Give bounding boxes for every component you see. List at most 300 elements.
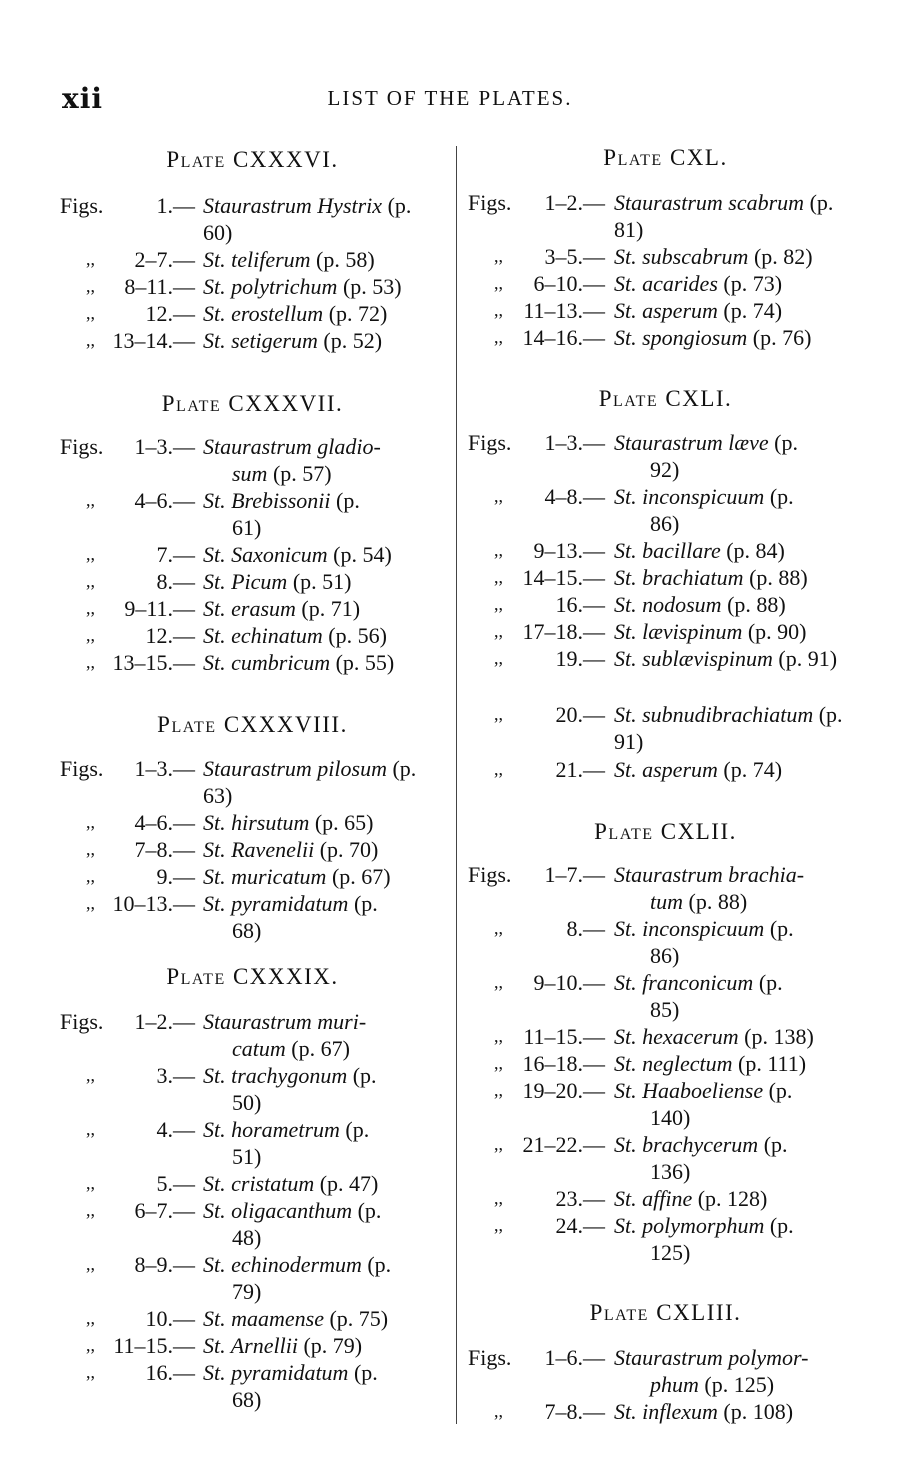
plate-title: Plate CXXXIX.: [166, 964, 339, 989]
species-name: St. pyramidatum: [203, 891, 349, 916]
ditto-mark: ,,: [494, 300, 503, 320]
figure-numbers: 16.—: [145, 1360, 195, 1385]
species-name: St. lævispinum: [614, 619, 743, 644]
entry-continuation: [232, 917, 261, 944]
ditto-mark: ,,: [494, 1215, 503, 1235]
species-entry: [203, 1305, 445, 1332]
species-entry: [203, 1008, 445, 1035]
page-reference: (p. 90): [747, 619, 807, 644]
page-reference-continued: 92): [650, 457, 680, 482]
ditto-mark: ,,: [494, 540, 503, 560]
page-reference: (p.: [367, 1252, 392, 1277]
page-reference: (p. 73): [723, 271, 783, 296]
page-reference: (p.: [353, 1360, 378, 1385]
species-name: St. Haaboeliense: [614, 1078, 764, 1103]
ditto-mark: ,,: [494, 1026, 503, 1046]
figure-numbers: 7–8.—: [134, 837, 195, 862]
figure-numbers: 16.—: [555, 592, 605, 617]
figure-numbers: 14–15.—: [522, 565, 605, 590]
species-name: St. pyramidatum: [203, 1360, 349, 1385]
figure-numbers: 6–10.—: [533, 271, 605, 296]
species-name: St. subscabrum: [614, 244, 749, 269]
species-name: St. neglectum: [614, 1051, 733, 1076]
species-name: St. Ravenelii: [203, 837, 315, 862]
figure-numbers: 8–9.—: [134, 1252, 195, 1277]
page-reference-continued: 68): [232, 918, 262, 943]
figure-numbers: 19.—: [555, 646, 605, 671]
ditto-mark: ,,: [86, 598, 95, 618]
species-name: St. acarides: [614, 271, 718, 296]
figure-numbers: 13–15.—: [112, 650, 195, 675]
species-name: St. nodosum: [614, 592, 722, 617]
page-reference: (p. 51): [292, 569, 352, 594]
species-name: St. hexacerum: [614, 1024, 739, 1049]
species-name: St. hirsutum: [203, 810, 310, 835]
figure-numbers: 19–20.—: [522, 1078, 605, 1103]
figure-numbers: 1.—: [156, 193, 195, 218]
ditto-mark: ,,: [86, 1173, 95, 1193]
figure-numbers: 7.—: [156, 542, 195, 567]
figure-numbers: 1–3.—: [544, 430, 605, 455]
ditto-mark: ,,: [86, 249, 95, 269]
page-reference: (p. 91): [778, 646, 838, 671]
page-reference: (p. 47): [319, 1171, 379, 1196]
species-entry: [203, 836, 445, 863]
page-reference-continued: 48): [232, 1225, 262, 1250]
ditto-mark: ,,: [86, 812, 95, 832]
species-entry: [614, 618, 863, 645]
page-reference: (p. 88): [727, 592, 786, 617]
species-entry: [203, 595, 445, 622]
entry-continuation: [232, 1143, 261, 1170]
species-entry: [614, 756, 863, 783]
ditto-mark: ,,: [494, 1134, 503, 1154]
species-entry: [203, 1116, 445, 1143]
page-reference-continued: 51): [232, 1144, 262, 1169]
species-entry: [203, 327, 445, 354]
page-reference: (p. 67): [291, 1036, 350, 1061]
figure-numbers: 17–18.—: [522, 619, 605, 644]
species-entry: [614, 537, 863, 564]
page-reference-continued: 125): [650, 1240, 691, 1265]
species-name: St. erostellum: [203, 301, 324, 326]
page-reference: (p.: [336, 488, 360, 513]
species-name: St. inflexum: [614, 1399, 718, 1424]
entry-continuation: [232, 1224, 261, 1251]
page-reference-continued: 79): [232, 1279, 262, 1304]
entry-continuation: [232, 1089, 261, 1116]
species-name: St. subnudibrachiatum: [614, 702, 814, 727]
species-name-continued: catum: [232, 1036, 286, 1061]
species-entry: [203, 1062, 445, 1089]
page-reference: (p. 74): [723, 757, 783, 782]
species-entry: [614, 1131, 863, 1158]
page-reference: (p. 71): [301, 596, 361, 621]
species-entry: [614, 324, 863, 351]
figure-numbers: 12.—: [145, 623, 195, 648]
ditto-mark: ,,: [86, 652, 95, 672]
species-entry: [203, 1332, 445, 1359]
ditto-mark: ,,: [86, 1335, 95, 1355]
ditto-mark: ,,: [86, 1308, 95, 1328]
entry-continuation: [650, 888, 747, 915]
figure-numbers: 2–7.—: [134, 247, 195, 272]
page-reference: (p. 67): [331, 864, 391, 889]
page-reference: (p.: [357, 1198, 382, 1223]
species-name: Staurastrum læve: [614, 430, 769, 455]
page-reference: (p. 138): [744, 1024, 814, 1049]
species-entry: [203, 622, 445, 649]
species-entry: [203, 863, 445, 890]
page-reference-continued: 86): [650, 511, 680, 536]
species-name: St. franconicum: [614, 970, 754, 995]
page-reference-continued: 136): [650, 1159, 691, 1184]
page-reference: (p. 79): [303, 1333, 363, 1358]
figs-label: Figs.: [468, 1345, 512, 1370]
page-reference: (p.: [774, 430, 798, 455]
species-name: St. echinatum: [203, 623, 323, 648]
species-name: Staurastrum gladio-: [203, 434, 381, 459]
species-entry: [203, 433, 445, 460]
page-reference-continued: 86): [650, 943, 680, 968]
species-entry: [203, 1197, 445, 1224]
ditto-mark: ,,: [494, 972, 503, 992]
figure-numbers: 7–8.—: [544, 1399, 605, 1424]
species-name: St. inconspicuum: [614, 484, 765, 509]
species-entry: [203, 541, 445, 568]
page-reference: (p. 72): [328, 301, 388, 326]
page-reference: (p. 54): [333, 542, 392, 567]
page-reference: (p.: [769, 916, 794, 941]
figure-numbers: 9–10.—: [533, 970, 605, 995]
figure-numbers: 3–5.—: [544, 244, 605, 269]
ditto-mark: ,,: [86, 330, 95, 350]
page-number: xii: [62, 82, 103, 115]
species-name: St. polymorphum: [614, 1213, 765, 1238]
plate-title: Plate CXLI.: [598, 386, 733, 411]
ditto-mark: ,,: [86, 490, 95, 510]
page-reference: (p. 125): [704, 1372, 775, 1397]
figure-numbers: 1–2.—: [544, 190, 605, 215]
species-entry: [614, 297, 863, 324]
page-reference-continued: 50): [232, 1090, 262, 1115]
running-head: LIST OF THE PLATES.: [327, 86, 573, 110]
figure-numbers: 8.—: [566, 916, 605, 941]
ditto-mark: ,,: [86, 839, 95, 859]
species-name: St. affine: [614, 1186, 693, 1211]
ditto-mark: ,,: [86, 1119, 95, 1139]
species-name: St. teliferum: [203, 247, 311, 272]
species-entry: [614, 1344, 863, 1371]
figure-numbers: 4.—: [156, 1117, 195, 1142]
figure-numbers: 9.—: [156, 864, 195, 889]
species-entry: [203, 300, 445, 327]
ditto-mark: ,,: [86, 1362, 95, 1382]
figure-numbers: 4–8.—: [544, 484, 605, 509]
figure-numbers: 8.—: [156, 569, 195, 594]
species-entry: [203, 649, 445, 676]
species-name: St. bacillare: [614, 538, 721, 563]
page-reference: (p. 70): [319, 837, 379, 862]
ditto-mark: ,,: [494, 327, 503, 347]
species-name: St. Brebissonii: [203, 488, 331, 513]
species-name: Staurastrum pilosum: [203, 756, 387, 781]
page-reference: (p. 58): [316, 247, 375, 272]
page-reference: (p.: [353, 891, 378, 916]
page-reference: (p. 63): [203, 756, 417, 808]
species-entry: [614, 861, 863, 888]
figure-numbers: 1–3.—: [134, 434, 195, 459]
species-name: St. sublævispinum: [614, 646, 773, 671]
species-entry: [614, 1050, 863, 1077]
figure-numbers: 11–15.—: [113, 1333, 195, 1358]
ditto-mark: ,,: [86, 866, 95, 886]
page-reference-continued: 61): [232, 515, 262, 540]
species-entry: [614, 1185, 863, 1212]
plate-title: Plate CXXXVI.: [166, 147, 339, 172]
figure-numbers: 21–22.—: [522, 1132, 605, 1157]
ditto-mark: ,,: [494, 648, 503, 668]
entry-continuation: [232, 1386, 261, 1413]
figure-numbers: 6–7.—: [134, 1198, 195, 1223]
page-reference: (p. 56): [328, 623, 387, 648]
figure-numbers: 9–13.—: [533, 538, 605, 563]
species-entry: [614, 645, 863, 672]
page-reference: (p.: [352, 1063, 377, 1088]
page-reference: (p. 52): [323, 328, 383, 353]
species-name: Staurastrum muri-: [203, 1009, 367, 1034]
species-entry: [614, 1212, 863, 1239]
ditto-mark: ,,: [86, 625, 95, 645]
figure-numbers: 20.—: [555, 702, 605, 727]
species-entry: [614, 243, 863, 270]
species-entry: [614, 1398, 863, 1425]
ditto-mark: ,,: [494, 273, 503, 293]
figs-label: Figs.: [60, 193, 104, 218]
page-reference: (p. 65): [314, 810, 374, 835]
figure-numbers: 11–15.—: [523, 1024, 605, 1049]
figure-numbers: 5.—: [156, 1171, 195, 1196]
page-reference: (p. 53): [342, 274, 402, 299]
page-reference-continued: 140): [650, 1105, 691, 1130]
page-reference: (p. 76): [752, 325, 812, 350]
figure-numbers: 1–3.—: [134, 756, 195, 781]
figure-numbers: 8–11.—: [124, 274, 195, 299]
species-entry: [203, 1251, 445, 1278]
species-entry: [614, 701, 863, 755]
figure-numbers: 24.—: [555, 1213, 605, 1238]
entry-continuation: [650, 942, 679, 969]
species-name: St. inconspicuum: [614, 916, 765, 941]
ditto-mark: ,,: [86, 571, 95, 591]
entry-continuation: [650, 1371, 774, 1398]
ditto-mark: ,,: [494, 486, 503, 506]
page-reference: (p. 84): [726, 538, 785, 563]
figure-numbers: 13–14.—: [112, 328, 195, 353]
ditto-mark: ,,: [494, 567, 503, 587]
page-reference: (p.: [758, 970, 783, 995]
species-entry: [614, 969, 863, 996]
plate-title: Plate CXXXVIII.: [157, 712, 348, 737]
species-entry: [614, 189, 863, 243]
species-name: Staurastrum polymor-: [614, 1345, 809, 1370]
species-name: St. muricatum: [203, 864, 327, 889]
figs-label: Figs.: [468, 862, 512, 887]
figure-numbers: 3.—: [156, 1063, 195, 1088]
figure-numbers: 11–13.—: [523, 298, 605, 323]
ditto-mark: ,,: [494, 246, 503, 266]
plate-title: Plate CXLII.: [594, 819, 737, 844]
figs-label: Figs.: [468, 190, 512, 215]
page-reference: (p. 111): [738, 1051, 807, 1076]
entry-continuation: [650, 1239, 690, 1266]
figs-label: Figs.: [60, 434, 104, 459]
ditto-mark: ,,: [86, 1065, 95, 1085]
figure-numbers: 4–6.—: [134, 488, 195, 513]
entry-continuation: [650, 1104, 690, 1131]
species-name: St. Arnellii: [203, 1333, 298, 1358]
page-reference: (p. 108): [723, 1399, 794, 1424]
species-name: Staurastrum scabrum: [614, 190, 805, 215]
ditto-mark: ,,: [494, 1401, 503, 1421]
ditto-mark: ,,: [86, 1200, 95, 1220]
species-name: St. cumbricum: [203, 650, 331, 675]
figure-numbers: 14–16.—: [522, 325, 605, 350]
page-reference: (p. 75): [329, 1306, 389, 1331]
figure-numbers: 1–6.—: [544, 1345, 605, 1370]
entry-continuation: [650, 456, 679, 483]
ditto-mark: ,,: [86, 893, 95, 913]
entry-continuation: [650, 510, 679, 537]
ditto-mark: ,,: [494, 594, 503, 614]
ditto-mark: ,,: [494, 759, 503, 779]
ditto-mark: ,,: [494, 621, 503, 641]
figure-numbers: 1–2.—: [134, 1009, 195, 1034]
species-entry: [203, 1359, 445, 1386]
species-name: St. setigerum: [203, 328, 318, 353]
figure-numbers: 23.—: [555, 1186, 605, 1211]
species-entry: [203, 568, 445, 595]
ditto-mark: ,,: [494, 1188, 503, 1208]
ditto-mark: ,,: [86, 276, 95, 296]
page-reference: (p.: [345, 1117, 370, 1142]
entry-continuation: [232, 460, 332, 487]
species-entry: [614, 1023, 863, 1050]
species-entry: [203, 487, 445, 514]
species-name: St. echinodermum: [203, 1252, 362, 1277]
plate-title: Plate CXLIII.: [589, 1300, 742, 1325]
ditto-mark: ,,: [86, 303, 95, 323]
species-name: St. Saxonicum: [203, 542, 328, 567]
page-reference-continued: 85): [650, 997, 680, 1022]
figure-numbers: 12.—: [145, 301, 195, 326]
species-name: St. cristatum: [203, 1171, 315, 1196]
species-name: Staurastrum brachia-: [614, 862, 805, 887]
species-name-continued: sum: [232, 461, 268, 486]
ditto-mark: ,,: [494, 1080, 503, 1100]
page-reference: (p. 88): [749, 565, 808, 590]
figure-numbers: 9–11.—: [124, 596, 195, 621]
ditto-mark: ,,: [86, 1254, 95, 1274]
ditto-mark: ,,: [494, 1053, 503, 1073]
entry-continuation: [232, 1278, 261, 1305]
figure-numbers: 1–7.—: [544, 862, 605, 887]
figure-numbers: 10.—: [145, 1306, 195, 1331]
species-name: St. polytrichum: [203, 274, 338, 299]
figs-label: Figs.: [60, 756, 104, 781]
species-name: Staurastrum Hystrix: [203, 193, 383, 218]
page-reference: (p.: [769, 1213, 794, 1238]
species-name: St. Picum: [203, 569, 288, 594]
figure-numbers: 16–18.—: [522, 1051, 605, 1076]
species-name: St. brachycerum: [614, 1132, 759, 1157]
species-entry: [203, 192, 445, 246]
ditto-mark: ,,: [494, 704, 503, 724]
species-entry: [203, 246, 445, 273]
species-name: St. brachiatum: [614, 565, 744, 590]
entry-continuation: [650, 996, 679, 1023]
ditto-mark: ,,: [86, 544, 95, 564]
species-entry: [203, 273, 445, 300]
page-reference: (p. 128): [697, 1186, 768, 1211]
species-name: St. erasum: [203, 596, 296, 621]
species-entry: [614, 564, 863, 591]
page-reference: (p. 55): [335, 650, 395, 675]
column-divider: [456, 146, 457, 1424]
species-entry: [203, 890, 445, 917]
page-reference: (p. 88): [688, 889, 748, 914]
page-reference: (p. 57): [272, 461, 332, 486]
species-entry: [614, 915, 863, 942]
species-name: St. trachygonum: [203, 1063, 348, 1088]
page-reference: (p.: [768, 1078, 793, 1103]
entry-continuation: [232, 514, 261, 541]
species-entry: [203, 809, 445, 836]
page-reference-continued: 68): [232, 1387, 262, 1412]
plate-title: Plate CXXXVII.: [161, 391, 344, 416]
species-entry: [614, 270, 863, 297]
page-reference: (p. 74): [723, 298, 783, 323]
page-reference: (p. 81): [614, 190, 834, 242]
species-name: St. horametrum: [203, 1117, 340, 1142]
species-entry: [614, 591, 863, 618]
species-name: St. asperum: [614, 757, 718, 782]
species-name: St. maamense: [203, 1306, 324, 1331]
entry-continuation: [650, 1158, 690, 1185]
species-name-continued: tum: [650, 889, 683, 914]
page-reference: (p. 82): [753, 244, 813, 269]
figs-label: Figs.: [468, 430, 512, 455]
species-entry: [614, 429, 863, 456]
species-name: St. spongiosum: [614, 325, 748, 350]
figure-numbers: 21.—: [555, 757, 605, 782]
species-name-continued: phum: [650, 1372, 699, 1397]
species-entry: [614, 1077, 863, 1104]
species-entry: [614, 483, 863, 510]
page-reference: (p. 60): [203, 193, 412, 245]
plate-title: Plate CXL.: [603, 145, 728, 170]
species-name: St. oligacanthum: [203, 1198, 353, 1223]
figs-label: Figs.: [60, 1009, 104, 1034]
species-entry: [203, 1170, 445, 1197]
species-entry: [203, 755, 445, 809]
figure-numbers: 4–6.—: [134, 810, 195, 835]
species-name: St. asperum: [614, 298, 718, 323]
page-reference: (p.: [763, 1132, 788, 1157]
ditto-mark: ,,: [494, 918, 503, 938]
entry-continuation: [232, 1035, 350, 1062]
figure-numbers: 10–13.—: [112, 891, 195, 916]
